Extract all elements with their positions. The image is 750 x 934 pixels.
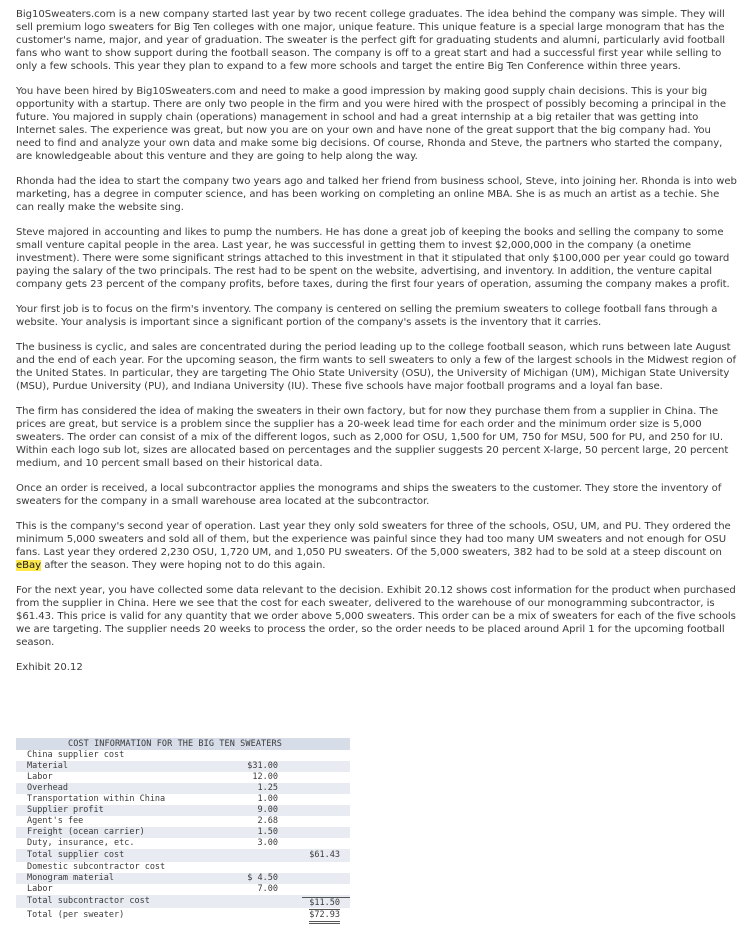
table-row: Duty, insurance, etc. 3.00: [27, 838, 278, 848]
grand-total-value: $72.93: [309, 909, 340, 924]
paragraph-9-after: after the season. They were hoping not to do this again.: [41, 560, 326, 571]
paragraph-5: Your first job is to focus on the firm's inventory. The company is centered on selling the premium sweaters to college football fans through a website. Your analysis is important since a significant portion of the company's assets is the inventory that it carries.: [16, 304, 718, 328]
table-row: Freight (ocean carrier) 1.50: [16, 827, 350, 838]
table-row: Agent's fee 2.68: [27, 816, 278, 826]
table-row: Transportation within China 1.00: [27, 794, 278, 804]
exhibit-title: COST INFORMATION FOR THE BIG TEN SWEATERS: [16, 738, 350, 750]
paragraph-9-before: This is the company's second year of operation. Last year they only sold sweaters for three of the schools, OSU, UM, and PU. They ordered the minimum 5,000 sweaters and sold all of them, but the experience was painful since they had too many UM sweaters and not enough for OSU fans. Last year they ordered 2,230 OSU, 1,720 UM, and 1,050 PU sweaters. Of the 5,000 sweaters, 382 had to be sold at a steep discount on: [16, 521, 731, 558]
table-row: Supplier profit 9.00: [16, 805, 350, 816]
table-row-total-subcontractor: Total subcontractor cost $11.50: [16, 895, 350, 908]
table-row: China supplier cost: [27, 750, 125, 760]
table-row-grand-total: Total (per sweater) $72.93: [16, 908, 350, 923]
paragraph-6: The business is cyclic, and sales are concentrated during the period leading up to the college football season, which runs between late August and the end of each year. For the upcoming season, the firm wants to sell sweaters to only a few of the largest schools in the Midwest region of the United States. In particular, they are targeting The Ohio State University (OSU), the University of Michigan (UM), Michigan State University (MSU), Purdue University (PU), and Indiana University (IU). These five schools have major football programs and a loyal fan base.: [16, 342, 736, 392]
paragraph-3: Rhonda had the idea to start the company two years ago and talked her friend from business school, Steve, into joining her. Rhonda is into web marketing, has a degree in computer science, and has been working on completing an online MBA. She is as much an artist as a techie. She can really make the website sing.: [16, 176, 737, 213]
highlighted-term[interactable]: eBay: [16, 560, 42, 571]
paragraph-10: For the next year, you have collected some data relevant to the decision. Exhibit 20.12 shows cost information for the product when purchased from the supplier in China. Here we see that the cost for each sweater, delivered to the warehouse of our monogramming subcontractor, is $61.43. This price is valid for any quantity that we order above 5,000 sweaters. This order can be a mix of sweaters for each of the five schools we are targeting. The supplier needs 20 weeks to process the order, so the order needs to be placed around April 1 for the upcoming football season.: [16, 585, 736, 648]
paragraph-9: [16, 520, 738, 572]
paragraph-1: Big10Sweaters.com is a new company started last year by two recent college graduates. The idea behind the company was simple. They will sell premium logo sweaters for Big Ten colleges with one major, unique feature. This unique feature is a special large monogram that has the customer's name, major, and year of graduation. The sweater is the perfect gift for graduating students and alumni, particularly avid football fans who want to show support during the football season. The company is off to a great start and had a successful first year while selling to only a few schools. This year they plan to expand to a few more schools and target the entire Big Ten Conference within three years.: [16, 9, 725, 72]
table-row: Labor 12.00: [27, 772, 278, 782]
table-row: Material $31.00: [16, 761, 350, 772]
case-text: [16, 8, 738, 686]
table-row: Monogram material $ 4.50: [16, 873, 350, 884]
table-row-total-supplier: Total supplier cost $61.43: [16, 849, 350, 862]
table-row: Labor 7.00: [27, 884, 278, 894]
exhibit-label: Exhibit 20.12: [16, 662, 83, 673]
paragraph-7: The firm has considered the idea of making the sweaters in their own factory, but for now they purchase them from a supplier in China. The prices are great, but service is a problem since the supplier has a 20-week lead time for each order and the minimum order size is 5,000 sweaters. The order can consist of a mix of the different logos, such as 2,000 for OSU, 1,500 for UM, 750 for MSU, 500 for PU, and 250 for IU. Within each logo sub lot, sizes are allocated based on percentages and the supplier suggests 20 percent X-large, 50 percent large, 20 percent medium, and 10 percent small based on their historical data.: [16, 406, 729, 469]
paragraph-4: Steve majored in accounting and likes to pump the numbers. He has done a great job of keeping the books and selling the company to some small venture capital people in the area. Last year, he was successful in getting them to invest $2,000,000 in the company (a onetime investment). There were some significant strings attached to this investment in that it stipulated that only $100,000 per year could go toward paying the salary of the two principals. The rest had to be spent on the website, advertising, and inventory. In addition, the venture capital company gets 23 percent of the company profits, before taxes, during the first four years of operation, assuming the company makes a profit.: [16, 227, 730, 290]
paragraph-2: You have been hired by Big10Sweaters.com and need to make a good impression by making good supply chain decisions. This is your big opportunity with a startup. There are only two people in the firm and you were hired with the prospect of possibly becoming a principal in the future. You majored in supply chain (operations) management in school and had a great internship at a big retailer that was getting into Internet sales. The experience was great, but now you are on your own and have none of the great support that the big company had. You need to find and analyze your own data and make some big decisions. Of course, Rhonda and Steve, the partners who started the company, are knowledgeable about this venture and they are going to help along the way.: [16, 86, 726, 162]
exhibit-table: [16, 738, 350, 923]
table-row: Domestic subcontractor cost: [27, 862, 166, 872]
paragraph-8: Once an order is received, a local subcontractor applies the monograms and ships the sweaters to the customer. They store the inventory of sweaters for the company in a small warehouse area located at the subcontractor.: [16, 483, 722, 507]
table-row: Overhead 1.25: [16, 783, 350, 794]
